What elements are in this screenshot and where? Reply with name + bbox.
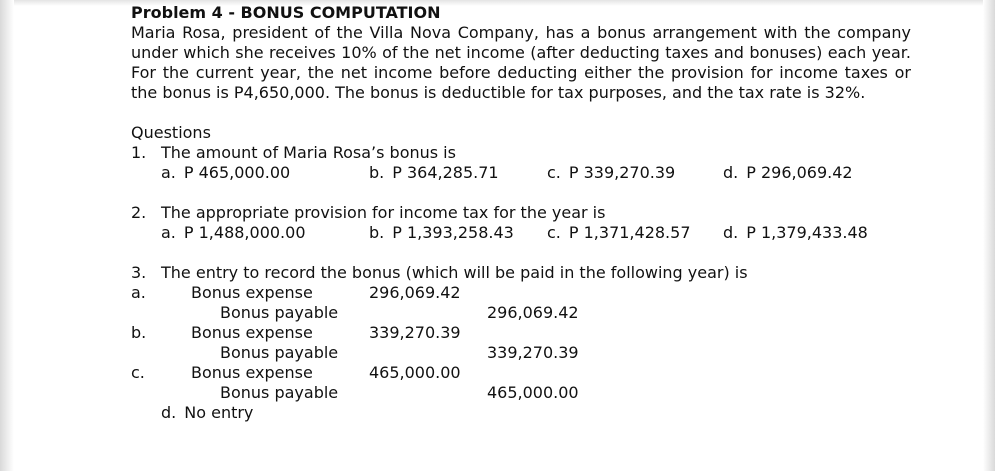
q1-option-a: a. P 465,000.00 — [161, 163, 291, 182]
question-2-number: 2. — [131, 203, 147, 222]
entry-letter: a. — [131, 283, 146, 302]
question-1 — [131, 143, 911, 163]
problem-title: Problem 4 - BONUS COMPUTATION — [131, 3, 441, 22]
problem-text: Maria Rosa, president of the Villa Nova Company, has a bonus arrangement with the company under which she receives 10% of the net income (after deducting taxes and bonuses) each year. For the current year, the net income before deducting either the provision for income taxes or the bonus is P4,650,000. The bonus is deductible for tax purposes, and the tax rate is 32%. — [131, 23, 911, 102]
page-right-shadow — [983, 0, 995, 471]
question-1-number: 1. — [131, 143, 147, 162]
question-1-text: The amount of Maria Rosa’s bonus is — [161, 143, 456, 162]
option-letter: d. — [161, 403, 177, 422]
entry-letter: c. — [131, 363, 145, 382]
spacer — [131, 183, 911, 203]
entry-letter: b. — [131, 323, 147, 342]
q1-option-b: b. P 364,285.71 — [369, 163, 499, 182]
debit-amount: 465,000.00 — [369, 363, 461, 382]
q2-option-b: b. P 1,393,258.43 — [369, 223, 514, 242]
questions-label: Questions — [131, 123, 211, 142]
credit-account: Bonus payable — [220, 383, 339, 402]
document-body — [131, 3, 911, 423]
question-1-options — [131, 163, 911, 183]
debit-account: Bonus expense — [191, 363, 313, 382]
question-3-text: The entry to record the bonus (which will be paid in the following year) is — [161, 263, 748, 282]
q1-option-d: d. P 296,069.42 — [723, 163, 853, 182]
journal-entry-c-debit — [131, 363, 911, 383]
credit-amount: 465,000.00 — [487, 383, 579, 402]
question-2-text: The appropriate provision for income tax for the year is — [161, 203, 606, 222]
q1-option-c: c. P 339,270.39 — [547, 163, 676, 182]
journal-entry-a-debit — [131, 283, 911, 303]
debit-account: Bonus expense — [191, 323, 313, 342]
spacer — [131, 103, 911, 123]
journal-entry-b-credit — [131, 343, 911, 363]
question-2 — [131, 203, 911, 223]
question-3-number: 3. — [131, 263, 147, 282]
debit-account: Bonus expense — [191, 283, 313, 302]
q2-option-a: a. P 1,488,000.00 — [161, 223, 306, 242]
q2-option-c: c. P 1,371,428.57 — [547, 223, 691, 242]
spacer — [131, 243, 911, 263]
q2-option-d: d. P 1,379,433.48 — [723, 223, 868, 242]
page-left-shadow — [0, 0, 14, 471]
journal-entry-b-debit — [131, 323, 911, 343]
question-2-options — [131, 223, 911, 243]
credit-amount: 296,069.42 — [487, 303, 579, 322]
option-text: No entry — [184, 403, 254, 422]
journal-entry-a-credit — [131, 303, 911, 323]
credit-account: Bonus payable — [220, 343, 339, 362]
credit-amount: 339,270.39 — [487, 343, 579, 362]
q3-option-d — [131, 403, 911, 423]
journal-entry-c-credit — [131, 383, 911, 403]
debit-amount: 296,069.42 — [369, 283, 461, 302]
question-3 — [131, 263, 911, 283]
debit-amount: 339,270.39 — [369, 323, 461, 342]
credit-account: Bonus payable — [220, 303, 339, 322]
